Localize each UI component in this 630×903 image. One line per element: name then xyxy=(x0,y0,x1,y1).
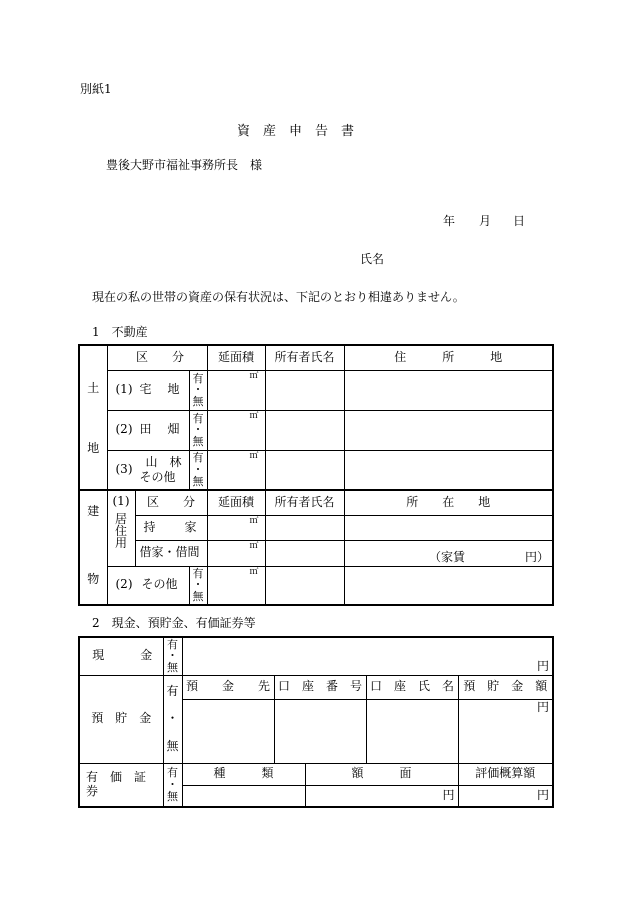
land-row-3-name-line2: その他 xyxy=(139,469,176,484)
building-header-num: (1) xyxy=(112,494,130,508)
residence-char-2: 住 xyxy=(114,523,127,538)
building-row-rent: 借家・借間 xyxy=(135,540,207,566)
addressee: 豊後大野市福祉事務所長 様 xyxy=(106,158,263,172)
land-row-2-name-a: 田 xyxy=(139,422,152,437)
savings-header-bank: 預 金 先 xyxy=(182,675,274,699)
residence-cell xyxy=(107,490,135,566)
residence-char-3: 用 xyxy=(114,535,127,550)
securities-valuation-yen: 円 xyxy=(537,787,550,802)
declaration-text: 現在の私の世帯の資産の保有状況は、下記のとおり相違ありません。 xyxy=(92,290,465,304)
building-row-other-address[interactable] xyxy=(344,566,553,605)
securities-face-yen: 円 xyxy=(442,787,455,802)
savings-header-amount: 預 貯 金 額 xyxy=(458,675,553,699)
page-title: 資 産 申 告 書 xyxy=(237,124,355,139)
securities-label: 有 価 証 券 xyxy=(86,769,159,798)
land-row-1-name-a: 宅 xyxy=(139,382,152,397)
land-header-address: 住 所 地 xyxy=(344,345,553,370)
savings-header-account-name: 口 座 氏 名 xyxy=(366,675,458,699)
land-label-bottom: 地 xyxy=(87,440,100,455)
savings-bank-value[interactable] xyxy=(182,699,274,763)
securities-face-value[interactable] xyxy=(305,785,458,807)
cash-yen: 円 xyxy=(537,658,550,673)
land-row-1-yn: 有 ・ 無 xyxy=(189,370,207,410)
building-header-area: 延面積 xyxy=(207,490,265,515)
land-row-2-owner[interactable] xyxy=(265,410,344,450)
land-row-2-name-b: 畑 xyxy=(167,422,180,437)
land-row-3-area: ㎡ xyxy=(207,450,265,490)
building-row-own-a: 持 xyxy=(143,519,156,534)
land-row-3-owner[interactable] xyxy=(265,450,344,490)
building-label-bottom: 物 xyxy=(87,571,100,586)
land-row-2-address[interactable] xyxy=(344,410,553,450)
securities-header-face: 額 面 xyxy=(305,763,458,785)
assets-table xyxy=(78,636,554,808)
securities-header-valuation: 評価概算額 xyxy=(458,763,553,785)
building-row-other-area: ㎡ xyxy=(207,566,265,605)
building-row-own-area: ㎡ xyxy=(207,515,265,540)
building-header-category: 区 分 xyxy=(135,490,207,515)
securities-yn: 有 ・ 無 xyxy=(163,763,182,807)
land-header-category xyxy=(107,345,207,370)
savings-amount-value[interactable] xyxy=(458,699,553,763)
building-row-own xyxy=(135,515,207,540)
date-year: 年 xyxy=(443,214,456,228)
land-label-top: 土 xyxy=(87,381,100,395)
section1-heading: 1 不動産 xyxy=(92,325,148,339)
land-row-3-name xyxy=(107,450,189,490)
building-row-other xyxy=(107,566,189,605)
land-row-1-name-b: 地 xyxy=(167,382,180,397)
cash-amount[interactable] xyxy=(182,637,553,675)
savings-account-name-value[interactable] xyxy=(366,699,458,763)
land-header-owner: 所有者氏名 xyxy=(265,345,344,370)
building-header-owner: 所有者氏名 xyxy=(265,490,344,515)
savings-account-no-value[interactable] xyxy=(274,699,366,763)
land-row-1-address[interactable] xyxy=(344,370,553,410)
section2-heading: 2 現金、預貯金、有価証券等 xyxy=(92,616,256,630)
building-row-own-b: 家 xyxy=(184,519,197,534)
land-row-3-address[interactable] xyxy=(344,450,553,490)
land-row-2-area: ㎡ xyxy=(207,410,265,450)
building-label-top: 建 xyxy=(87,504,100,518)
building-row-other-owner[interactable] xyxy=(265,566,344,605)
cash-label: 現 金 xyxy=(92,648,153,663)
residence-char-1: 居 xyxy=(114,511,127,526)
land-row-3-yn: 有 ・ 無 xyxy=(189,450,207,490)
rent-amount-label: （家賃 円） xyxy=(429,549,550,564)
savings-yn: 有 ・ 無 xyxy=(163,675,182,763)
building-row-own-owner[interactable] xyxy=(265,515,344,540)
land-row-2-name xyxy=(107,410,189,450)
date-day: 日 xyxy=(513,214,526,228)
land-row-2-yn: 有 ・ 無 xyxy=(189,410,207,450)
building-row-rent-area: ㎡ xyxy=(207,540,265,566)
cash-yn: 有 ・ 無 xyxy=(163,637,182,675)
land-row-3-num: (3) xyxy=(115,461,133,476)
savings-label-cell xyxy=(79,675,163,763)
securities-valuation-value[interactable] xyxy=(458,785,553,807)
land-header-category-text: 区 分 xyxy=(136,349,185,364)
land-row-1-area: ㎡ xyxy=(207,370,265,410)
building-header-address: 所 在 地 xyxy=(344,490,553,515)
securities-label-cell xyxy=(79,763,163,807)
cash-label-cell xyxy=(79,637,163,675)
real-estate-table xyxy=(78,344,554,606)
savings-label: 預 貯 金 xyxy=(91,711,152,726)
building-other-num: (2) xyxy=(115,577,133,592)
building-row-rent-address[interactable] xyxy=(344,540,553,566)
land-label-cell xyxy=(79,345,107,490)
building-row-own-address[interactable] xyxy=(344,515,553,540)
land-row-3-name-line1: 山 林 xyxy=(145,455,182,470)
land-row-1-name xyxy=(107,370,189,410)
building-label-cell xyxy=(79,490,107,605)
building-row-rent-owner[interactable] xyxy=(265,540,344,566)
name-label: 氏名 xyxy=(360,252,385,266)
building-other-name: その他 xyxy=(141,577,178,592)
land-header-area: 延面積 xyxy=(207,345,265,370)
annex-label: 別紙1 xyxy=(80,82,112,96)
savings-yen: 円 xyxy=(537,699,550,714)
savings-header-account-no: 口 座 番 号 xyxy=(274,675,366,699)
land-row-1-owner[interactable] xyxy=(265,370,344,410)
securities-kind-value[interactable] xyxy=(182,785,305,807)
date-month: 月 xyxy=(479,214,492,228)
building-row-other-yn: 有 ・ 無 xyxy=(189,566,207,605)
securities-header-kind: 種 類 xyxy=(182,763,305,785)
land-row-1-num: (1) xyxy=(115,382,133,397)
land-row-2-num: (2) xyxy=(115,422,133,437)
